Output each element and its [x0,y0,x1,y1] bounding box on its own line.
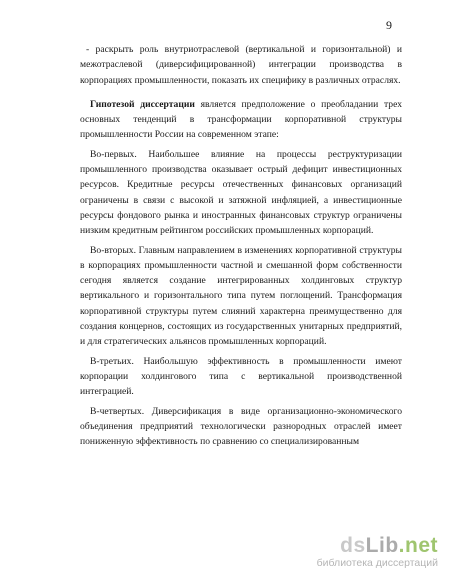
logo-ds: ds [340,534,366,557]
page-number: 9 [386,18,392,32]
paragraph-objective: - раскрыть роль внутриотраслевой (вертикальной и горизонтальной) и межотраслевой (диверсифицированной) интеграции производства в корпорациях промышленности, показать их специфику в различных отраслях. [80,44,402,86]
paragraph-first: Во-первых. Наибольшее влияние на процессы реструктуризации промышленного производства оказывает острый дефицит инвестиционных ресурсов. Кредитные ресурсы отечественных финансовых организаций ограничены в связи с высокой и затяжной инфляцией, а инвестиционные ресурсы фондового рынка и иностранных финансовых структур ограничены низким кредитным рейтингом российских промышленных корпораций. [80,148,402,237]
paragraph-hypothesis [80,97,402,143]
paragraph-second: Во-вторых. Главным направлением в изменениях корпоративной структуры в корпорациях промышленности частной и смешанной форм собственности сегодня является создание интегрированных холдинговых структур вертикального и горизонтального типа путем поглощений. Трансформация корпоративной структуры путем слияний характерна преимущественно для создания концернов, состоящих из государственных унитарных предприятий, и для стратегических альянсов промышленных корпораций. [80,244,402,348]
watermark-logo [317,535,438,557]
paragraph-third: В-третьих. Наибольшую эффективность в промышленности имеют корпорации холдингового типа с вертикальной производственной интеграцией. [80,355,402,398]
hypothesis-text: является предположение о преобладании трех основных тенденций в трансформации корпоративной структуры промышленности России на современном этапе: [80,98,402,141]
hypothesis-label: Гипотезой диссертации [90,98,195,110]
logo-net: .net [398,534,438,557]
dslib-watermark [317,535,438,570]
document-body [80,42,402,453]
watermark-subtitle: библиотека диссертаций [316,557,438,569]
logo-lib: Lib [365,534,399,557]
paragraph-fourth: В-четвертых. Диверсификация в виде организационно-экономического объединения предприятий технологически разнородных отраслей имеет пониженную эффективность по сравнению со специализированным [80,405,402,448]
